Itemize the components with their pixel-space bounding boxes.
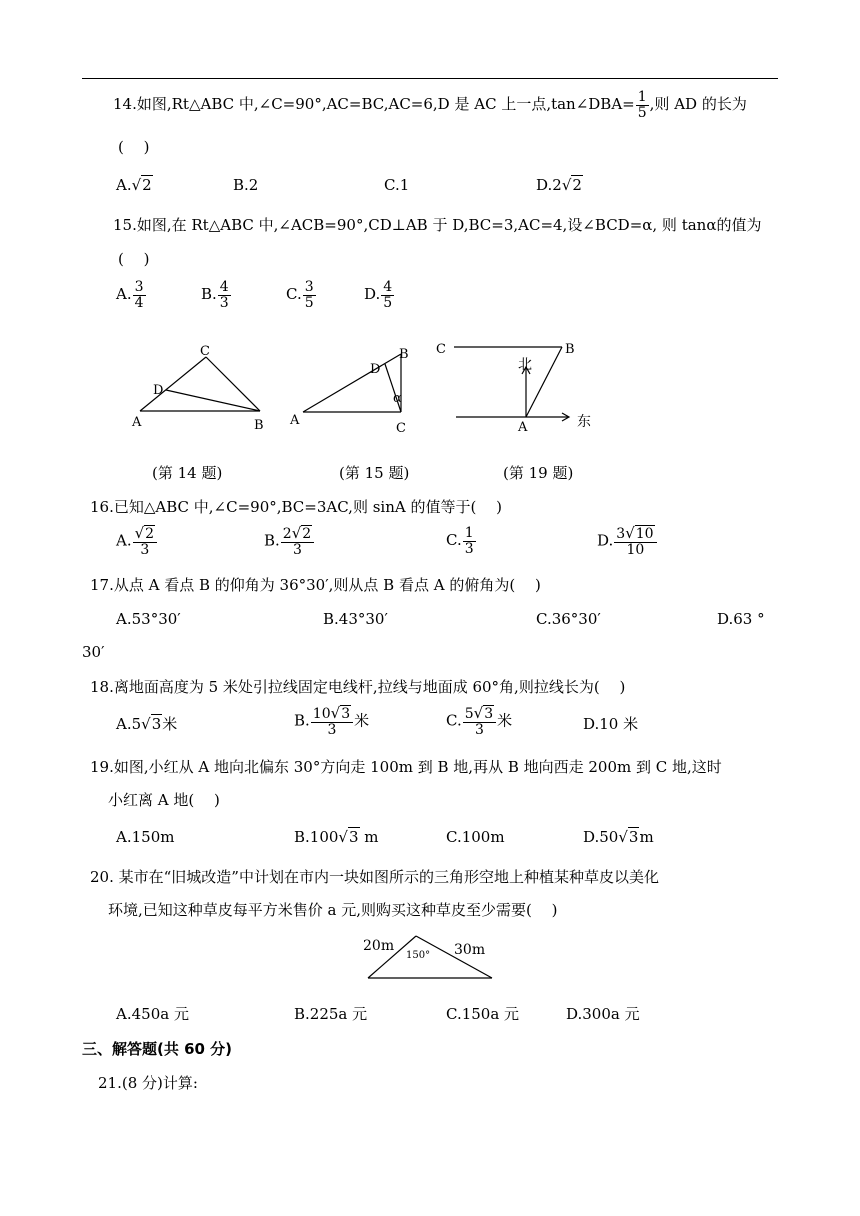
fig19-label-a: A bbox=[518, 420, 528, 435]
figure-20 bbox=[360, 930, 500, 982]
q20-stem: 20. 某市在“旧城改造”中计划在市内一块如图所示的三角形空地上种植某种草皮以美化 bbox=[90, 868, 659, 886]
q16-stem: 16.已知△ABC 中,∠C=90°,BC=3AC,则 sinA 的值等于( ) bbox=[90, 498, 502, 516]
q20-option-d: D.300a 元 bbox=[566, 1005, 640, 1023]
q18-option-c: C. $\frac{5√3}{3}$ 米 bbox=[446, 704, 513, 738]
fig14-label-d: D bbox=[153, 383, 164, 398]
q19-option-a: A.150m bbox=[116, 828, 175, 846]
q15-paren: ( ) bbox=[118, 250, 150, 268]
q21-stem: 21.(8 分)计算: bbox=[98, 1074, 198, 1092]
q14-fraction: $\frac{1}{5}$ bbox=[637, 89, 647, 121]
q17-option-a: A.53°30′ bbox=[116, 610, 181, 628]
fig19-label-b: B bbox=[565, 342, 575, 357]
q18-option-a: A.5√3米 bbox=[116, 715, 178, 733]
q20-option-b: B.225a 元 bbox=[294, 1005, 368, 1023]
q16-option-d: D. $\frac{3√10}{10}$ bbox=[597, 526, 658, 557]
q15-option-c: C. $\frac{3}{5}$ bbox=[286, 279, 314, 311]
q14-stem: 14.如图,Rt△ABC 中,∠C=90°,AC=BC,AC=6,D 是 AC 上一点,tan∠DBA= $\frac{1}{5}$ ,则 AD 的长为 bbox=[113, 89, 747, 121]
fig15-label-c: C bbox=[396, 421, 406, 436]
fig15-label-a: A bbox=[290, 413, 300, 428]
q14-option-b: B.2 bbox=[233, 176, 259, 194]
q19-stem-2: 小红离 A 地( ) bbox=[108, 791, 220, 809]
q14-paren: ( ) bbox=[118, 138, 150, 156]
fig19-label-east: 东 bbox=[577, 414, 591, 430]
figure-19 bbox=[430, 335, 605, 437]
q14-option-c: C.1 bbox=[384, 176, 410, 194]
fig15-label-b: B bbox=[399, 347, 409, 362]
q15-stem: 15.如图,在 Rt△ABC 中,∠ACB=90°,CD⊥AB 于 D,BC=3,AC=4,设∠BCD=α, 则 tanα的值为 bbox=[113, 216, 762, 234]
fig19-label-c: C bbox=[436, 342, 446, 357]
q19-option-d: D.50√3m bbox=[583, 828, 654, 846]
fig20-label-right: 30m bbox=[454, 942, 486, 958]
q17-option-d: D.63 ° bbox=[717, 610, 765, 628]
fig19-label-north: 北 bbox=[518, 357, 532, 373]
q16-option-b: B. $\frac{2√2}{3}$ bbox=[264, 526, 315, 557]
q20-option-a: A.450a 元 bbox=[116, 1005, 189, 1023]
q14-option-d: D.2√2 bbox=[536, 176, 582, 194]
q18-option-d: D.10 米 bbox=[583, 715, 639, 733]
q17-option-c: C.36°30′ bbox=[536, 610, 601, 628]
figure-15 bbox=[285, 340, 415, 440]
q17-option-b: B.43°30′ bbox=[323, 610, 388, 628]
fig15-label-d: D bbox=[370, 362, 381, 377]
q18-option-b: B. $\frac{10√3}{3}$ 米 bbox=[294, 704, 370, 738]
fig15-caption: (第 15 题) bbox=[339, 464, 410, 482]
fig15-label-alpha: α bbox=[393, 391, 402, 406]
q15-option-a: A. $\frac{3}{4}$ bbox=[116, 279, 144, 311]
q16-option-a: A. $\frac{√2}{3}$ bbox=[116, 526, 158, 557]
q17-option-d-wrap: 30′ bbox=[82, 643, 105, 661]
fig20-label-angle: 150° bbox=[406, 950, 431, 961]
fig14-label-a: A bbox=[132, 415, 142, 430]
section-heading: 三、解答题(共 60 分) bbox=[82, 1040, 233, 1058]
header-rule bbox=[82, 78, 778, 79]
q20-stem-2: 环境,已知这种草皮每平方米售价 a 元,则购买这种草皮至少需要( ) bbox=[108, 901, 558, 919]
q14-option-a: A.√2 bbox=[116, 176, 152, 194]
q16-option-c: C. $\frac{1}{3}$ bbox=[446, 525, 474, 557]
fig19-caption: (第 19 题) bbox=[503, 464, 574, 482]
fig14-label-b: B bbox=[254, 418, 264, 433]
q20-option-c: C.150a 元 bbox=[446, 1005, 520, 1023]
fig14-caption: (第 14 题) bbox=[152, 464, 223, 482]
q19-option-c: C.100m bbox=[446, 828, 505, 846]
q15-option-b: B. $\frac{4}{3}$ bbox=[201, 279, 229, 311]
q17-stem: 17.从点 A 看点 B 的仰角为 36°30′,则从点 B 看点 A 的俯角为( ) bbox=[90, 576, 541, 594]
q19-option-b: B.100√3 m bbox=[294, 828, 379, 846]
q19-stem: 19.如图,小红从 A 地向北偏东 30°方向走 100m 到 B 地,再从 B 地向西走 200m 到 C 地,这时 bbox=[90, 758, 722, 776]
q15-option-d: D. $\frac{4}{5}$ bbox=[364, 279, 393, 311]
figure-14 bbox=[120, 335, 280, 435]
fig14-label-c: C bbox=[200, 344, 210, 359]
fig20-label-left: 20m bbox=[363, 938, 395, 954]
q18-stem: 18.离地面高度为 5 米处引拉线固定电线杆,拉线与地面成 60°角,则拉线长为( ) bbox=[90, 678, 626, 696]
